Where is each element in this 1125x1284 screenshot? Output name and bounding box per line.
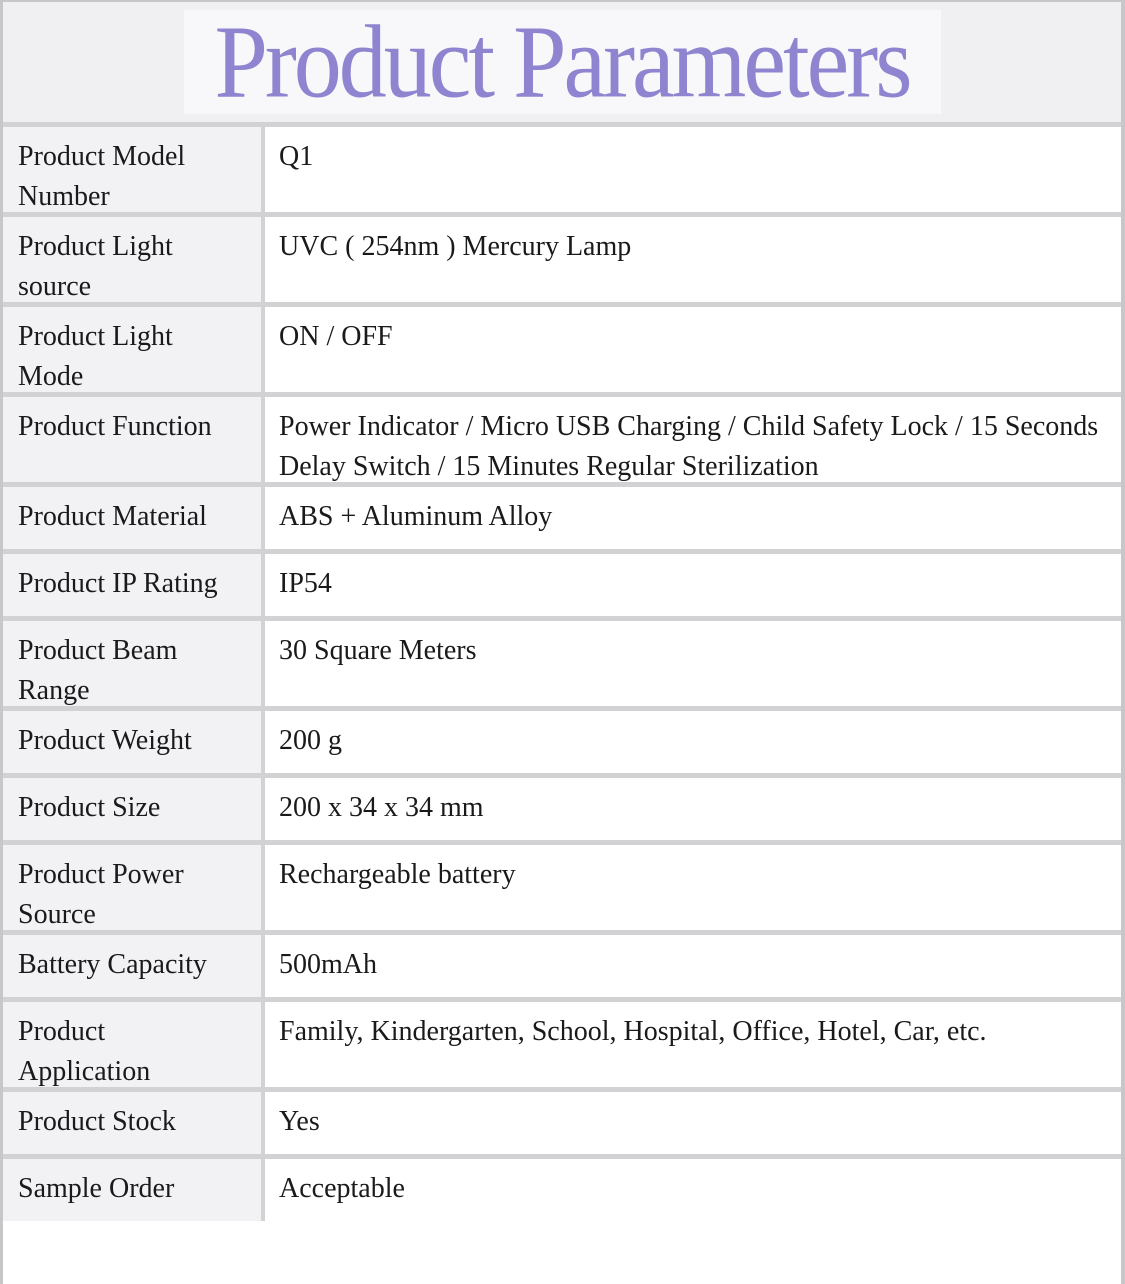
row-value: IP54 [265,554,1121,616]
row-label: Product Function [3,397,265,482]
table-row [3,122,1121,212]
row-label: Product Size [3,778,265,840]
table-row [3,773,1121,840]
row-label: Product Stock [3,1092,265,1154]
page-title: Product Parameters [214,3,910,120]
row-value: 200 g [265,711,1121,773]
row-value: 30 Square Meters [265,621,1121,706]
row-value: Q1 [265,127,1121,212]
row-label: Product IP Rating [3,554,265,616]
table-row [3,212,1121,302]
table-row [3,706,1121,773]
table-row [3,1087,1121,1154]
row-value: Family, Kindergarten, School, Hospital, Office, Hotel, Car, etc. [265,1002,1121,1087]
row-label: Battery Capacity [3,935,265,997]
table-row [3,302,1121,392]
row-value: 200 x 34 x 34 mm [265,778,1121,840]
row-value: Rechargeable battery [265,845,1121,930]
row-value: UVC ( 254nm ) Mercury Lamp [265,217,1121,302]
table-row [3,549,1121,616]
table-row [3,616,1121,706]
row-value: Yes [265,1092,1121,1154]
table-row [3,930,1121,997]
row-value: Power Indicator / Micro USB Charging / Child Safety Lock / 15 Seconds Delay Switch / 15 Minutes Regular Sterilization [265,397,1121,482]
row-value: ON / OFF [265,307,1121,392]
row-label: Product Beam Range [3,621,265,706]
row-label: Product Light source [3,217,265,302]
row-value: Acceptable [265,1159,1121,1221]
row-label: Product Application [3,1002,265,1087]
row-value: ABS + Aluminum Alloy [265,487,1121,549]
table-row [3,482,1121,549]
table-row [3,392,1121,482]
row-label: Product Light Mode [3,307,265,392]
table-row [3,997,1121,1087]
row-label: Sample Order [3,1159,265,1221]
table-row [3,840,1121,930]
row-label: Product Power Source [3,845,265,930]
row-label: Product Model Number [3,127,265,212]
header-band [3,2,1121,122]
row-label: Product Material [3,487,265,549]
spec-table [3,122,1121,1221]
row-value: 500mAh [265,935,1121,997]
title-box [184,3,941,120]
row-label: Product Weight [3,711,265,773]
table-row [3,1154,1121,1221]
